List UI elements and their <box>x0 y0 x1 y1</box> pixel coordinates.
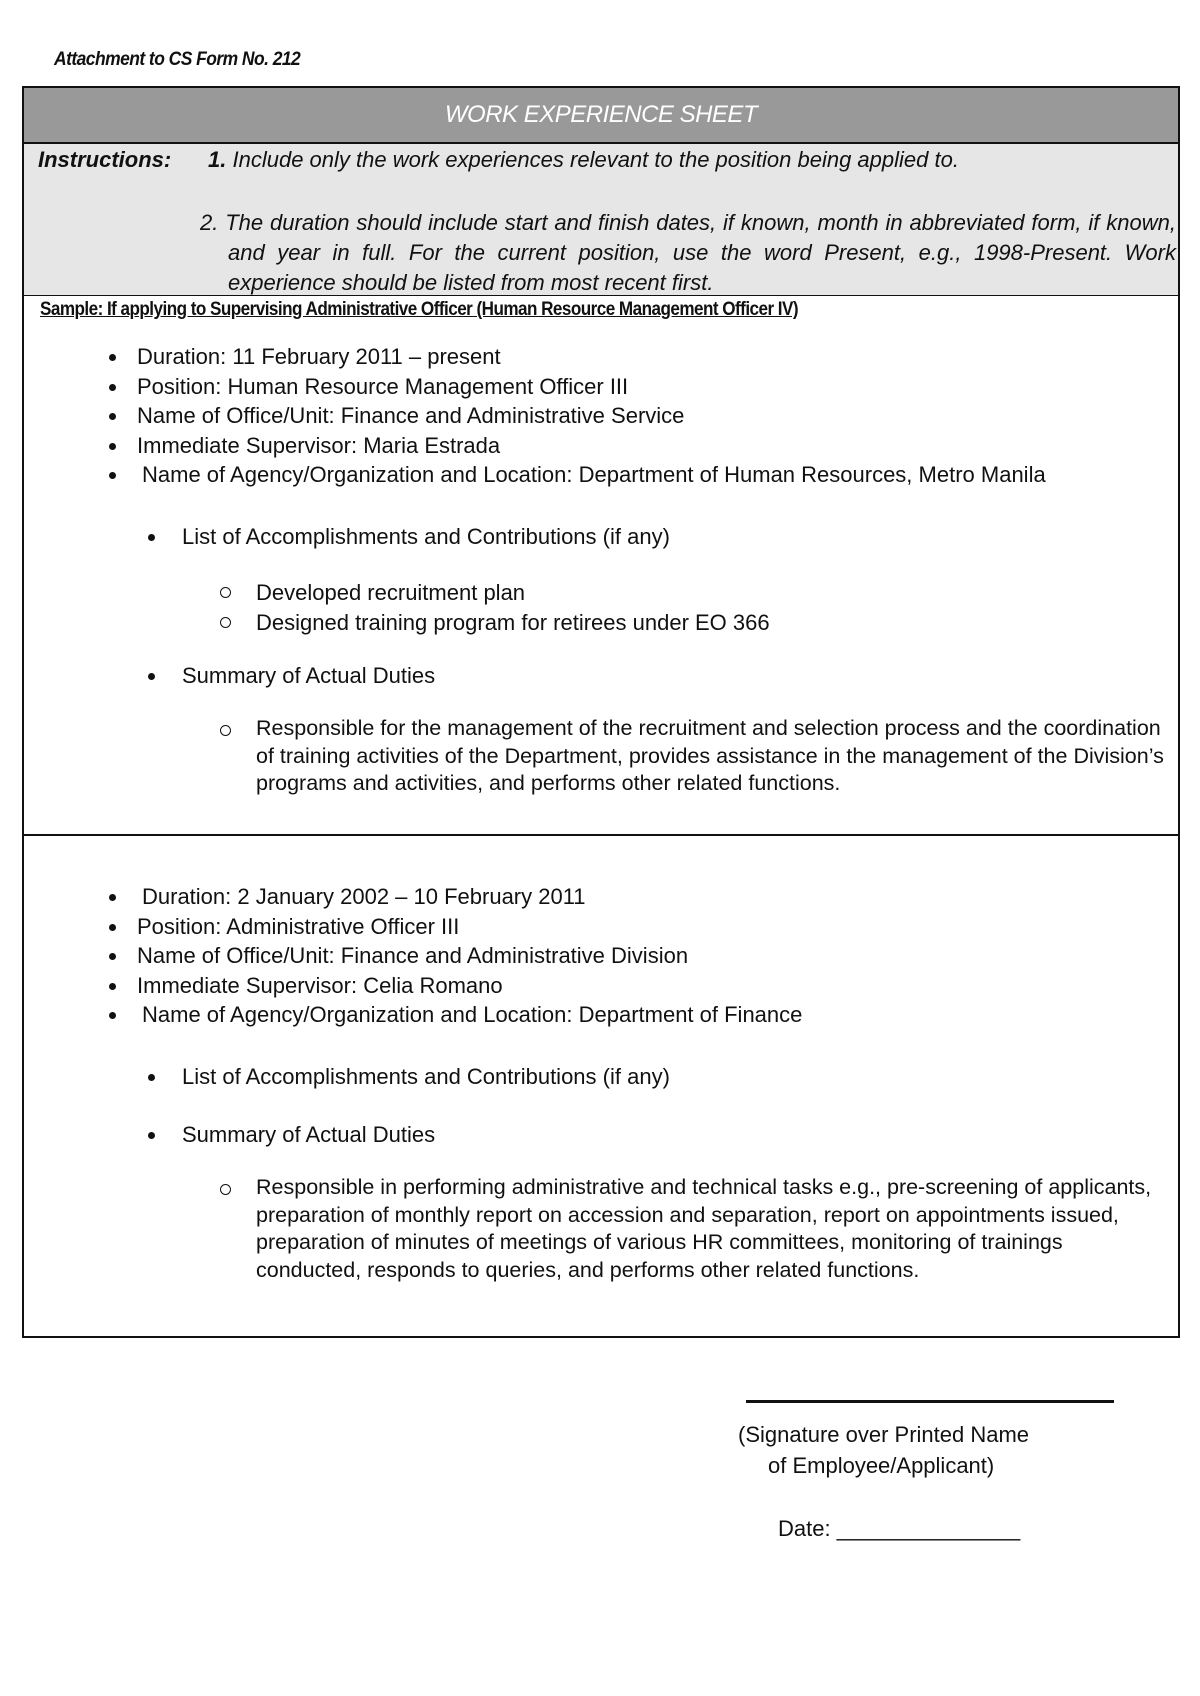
experience-entry-2: Duration: 2 January 2002 – 10 February 2011 Position: Administrative Officer III Name of Office/Unit: Finance and Administrative Division Immediate Supervisor: Celia Romano Name of Agency/Organization and Location: Department of Finance List of Accomplishments and Contributions (if any) Summary of Actual Duties Responsible in performing administrative and technical tasks e.g., pre-screening of applicants, preparation of monthly report on accession and separation, report on appointments issued, preparation of minutes of meetings of various HR committees, monitoring of trainings conducted, responds to queries, and performs other related functions. <box>24 836 1178 1336</box>
bullet-icon <box>148 1074 155 1081</box>
entry-2-duties-text: Responsible in performing administrative and technical tasks e.g., pre-screening of applicants, preparation of monthly report on accession and separation, report on appointments issued, preparation of minutes of meetings of various HR committees, monitoring of trainings conducted, responds to queries, and performs other related functions. <box>256 1175 1152 1282</box>
bullet-icon <box>148 673 155 680</box>
list-item: Designed training program for retirees under EO 366 <box>24 608 1178 638</box>
work-experience-form <box>22 86 1180 1338</box>
instructions-label: Instructions: <box>38 147 172 172</box>
list-item: Developed recruitment plan <box>24 578 1178 608</box>
entry-2-agency: Name of Agency/Organization and Location: Department of Finance <box>24 1000 1178 1030</box>
signature-caption-line-1: (Signature over Printed Name <box>738 1422 1030 1447</box>
entry-2-position: Position: Administrative Officer III <box>24 912 1178 942</box>
entry-1-agency: Name of Agency/Organization and Location: Department of Human Resources, Metro Manila <box>24 460 1178 490</box>
entry-1-accomplishments-list <box>24 578 1178 637</box>
instructions-block <box>24 144 1178 296</box>
bullet-icon <box>148 1132 155 1139</box>
entry-1-position: Position: Human Resource Management Officer III <box>24 372 1178 402</box>
signature-line <box>746 1400 1114 1403</box>
instruction-1 <box>208 147 1148 173</box>
sample-heading: Sample: If applying to Supervising Administrative Officer (Human Resource Management Officer IV) <box>40 299 799 320</box>
circle-bullet-icon <box>220 1184 231 1195</box>
circle-bullet-icon <box>220 617 231 628</box>
date-field: Date: _______________ <box>778 1516 1021 1541</box>
form-title: WORK EXPERIENCE SHEET <box>24 88 1178 144</box>
entry-1-details <box>24 342 1178 490</box>
entry-1-duties-text: Responsible for the management of the recruitment and selection process and the coordination of training activities of the Department, provides assistance in the management of the Division’s programs and activities, and performs other related functions. <box>256 716 1164 795</box>
attachment-label: Attachment to CS Form No. 212 <box>54 49 301 70</box>
entry-2-office: Name of Office/Unit: Finance and Administrative Division <box>24 941 1178 971</box>
instruction-1-number: 1. <box>208 147 227 172</box>
entry-1-supervisor: Immediate Supervisor: Maria Estrada <box>24 431 1178 461</box>
circle-bullet-icon <box>220 725 231 736</box>
instruction-1-text: Include only the work experiences relevant to the position being applied to. <box>232 147 959 172</box>
bullet-icon <box>148 534 155 541</box>
circle-bullet-icon <box>220 587 231 598</box>
entry-2-supervisor: Immediate Supervisor: Celia Romano <box>24 971 1178 1001</box>
signature-caption-line-2: of Employee/Applicant) <box>768 1453 995 1478</box>
entry-1-duration: Duration: 11 February 2011 – present <box>24 342 1178 372</box>
instruction-2: 2. The duration should include start and finish dates, if known, month in abbreviated form, if known, and year in full. For the current position, use the word Present, e.g., 1998-Present. Work experience should be listed from most recent first. <box>200 210 1176 295</box>
entry-2-duration: Duration: 2 January 2002 – 10 February 2011 <box>24 882 1178 912</box>
entry-1-office: Name of Office/Unit: Finance and Administrative Service <box>24 401 1178 431</box>
entry-2-details <box>24 882 1178 1030</box>
experience-entry-1: Sample: If applying to Supervising Administrative Officer (Human Resource Management Officer IV) Duration: 11 February 2011 – present Position: Human Resource Management Officer III Name of Office/Unit: Finance and Administrative Service Immediate Supervisor: Maria Estrada Name of Agency/Organization and Location: Department of Human Resources, Metro Manila List of Accomplishments and Contributions (if any) Developed recruitment plan Designed training program for retirees under EO 366 Summary of Actual Duties Responsible for the management of the recruitment and selection process and the coordination of training activities of the Department, provides assistance in the management of the Division’s programs and activities, and performs other related functions. <box>24 296 1178 836</box>
